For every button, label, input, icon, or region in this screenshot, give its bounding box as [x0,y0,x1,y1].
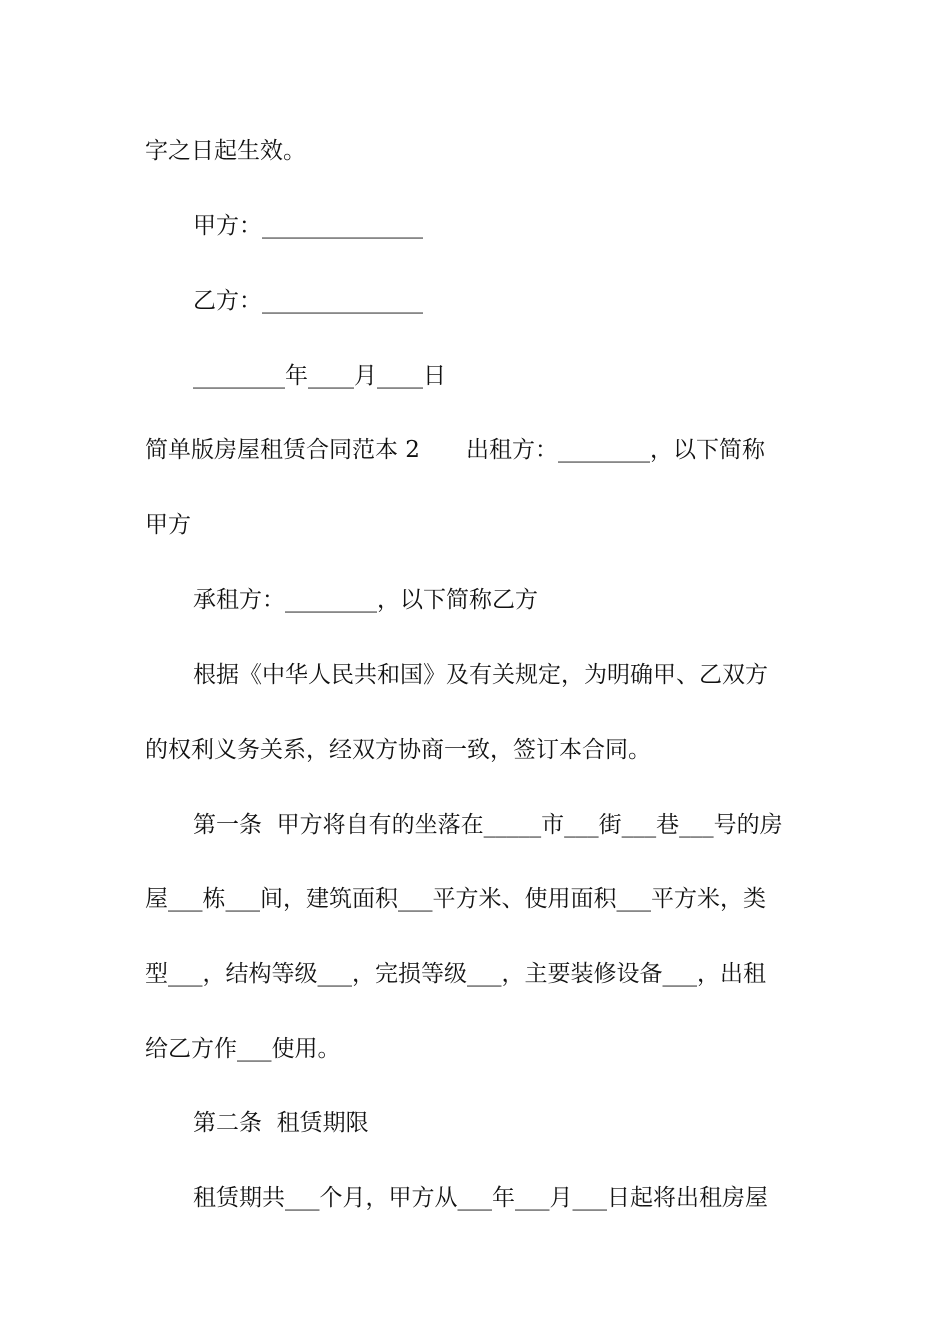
contract-heading-line: 简单版房屋租赁合同范本 2 出租方：________，以下简称 [145,437,765,463]
party-a-signature-line: 甲方：______________ [193,213,423,239]
paragraph-line: 屋___栋___间，建筑面积___平方米、使用面积___平方米，类 [145,886,766,912]
paragraph-line: 字之日起生效。 [145,138,306,164]
article-one-line: 第一条 甲方将自有的坐落在_____市___街___巷___号的房 [193,812,783,838]
paragraph-line: 型___，结构等级___，完损等级___，主要装修设备___，出租 [145,961,766,987]
lessee-line: 承租方：________，以下简称乙方 [193,587,538,613]
paragraph-line: 租赁期共___个月，甲方从___年___月___日起将出租房屋 [193,1185,768,1211]
paragraph-line: 根据《中华人民共和国》及有关规定，为明确甲、乙双方 [193,662,768,688]
party-b-signature-line: 乙方：______________ [193,288,423,314]
date-line: ________年____月____日 [193,363,446,389]
paragraph-line: 的权利义务关系，经双方协商一致，签订本合同。 [145,737,651,763]
article-two-heading: 第二条 租赁期限 [193,1110,369,1136]
paragraph-line: 甲方 [145,512,191,538]
paragraph-line: 给乙方作___使用。 [145,1036,341,1062]
